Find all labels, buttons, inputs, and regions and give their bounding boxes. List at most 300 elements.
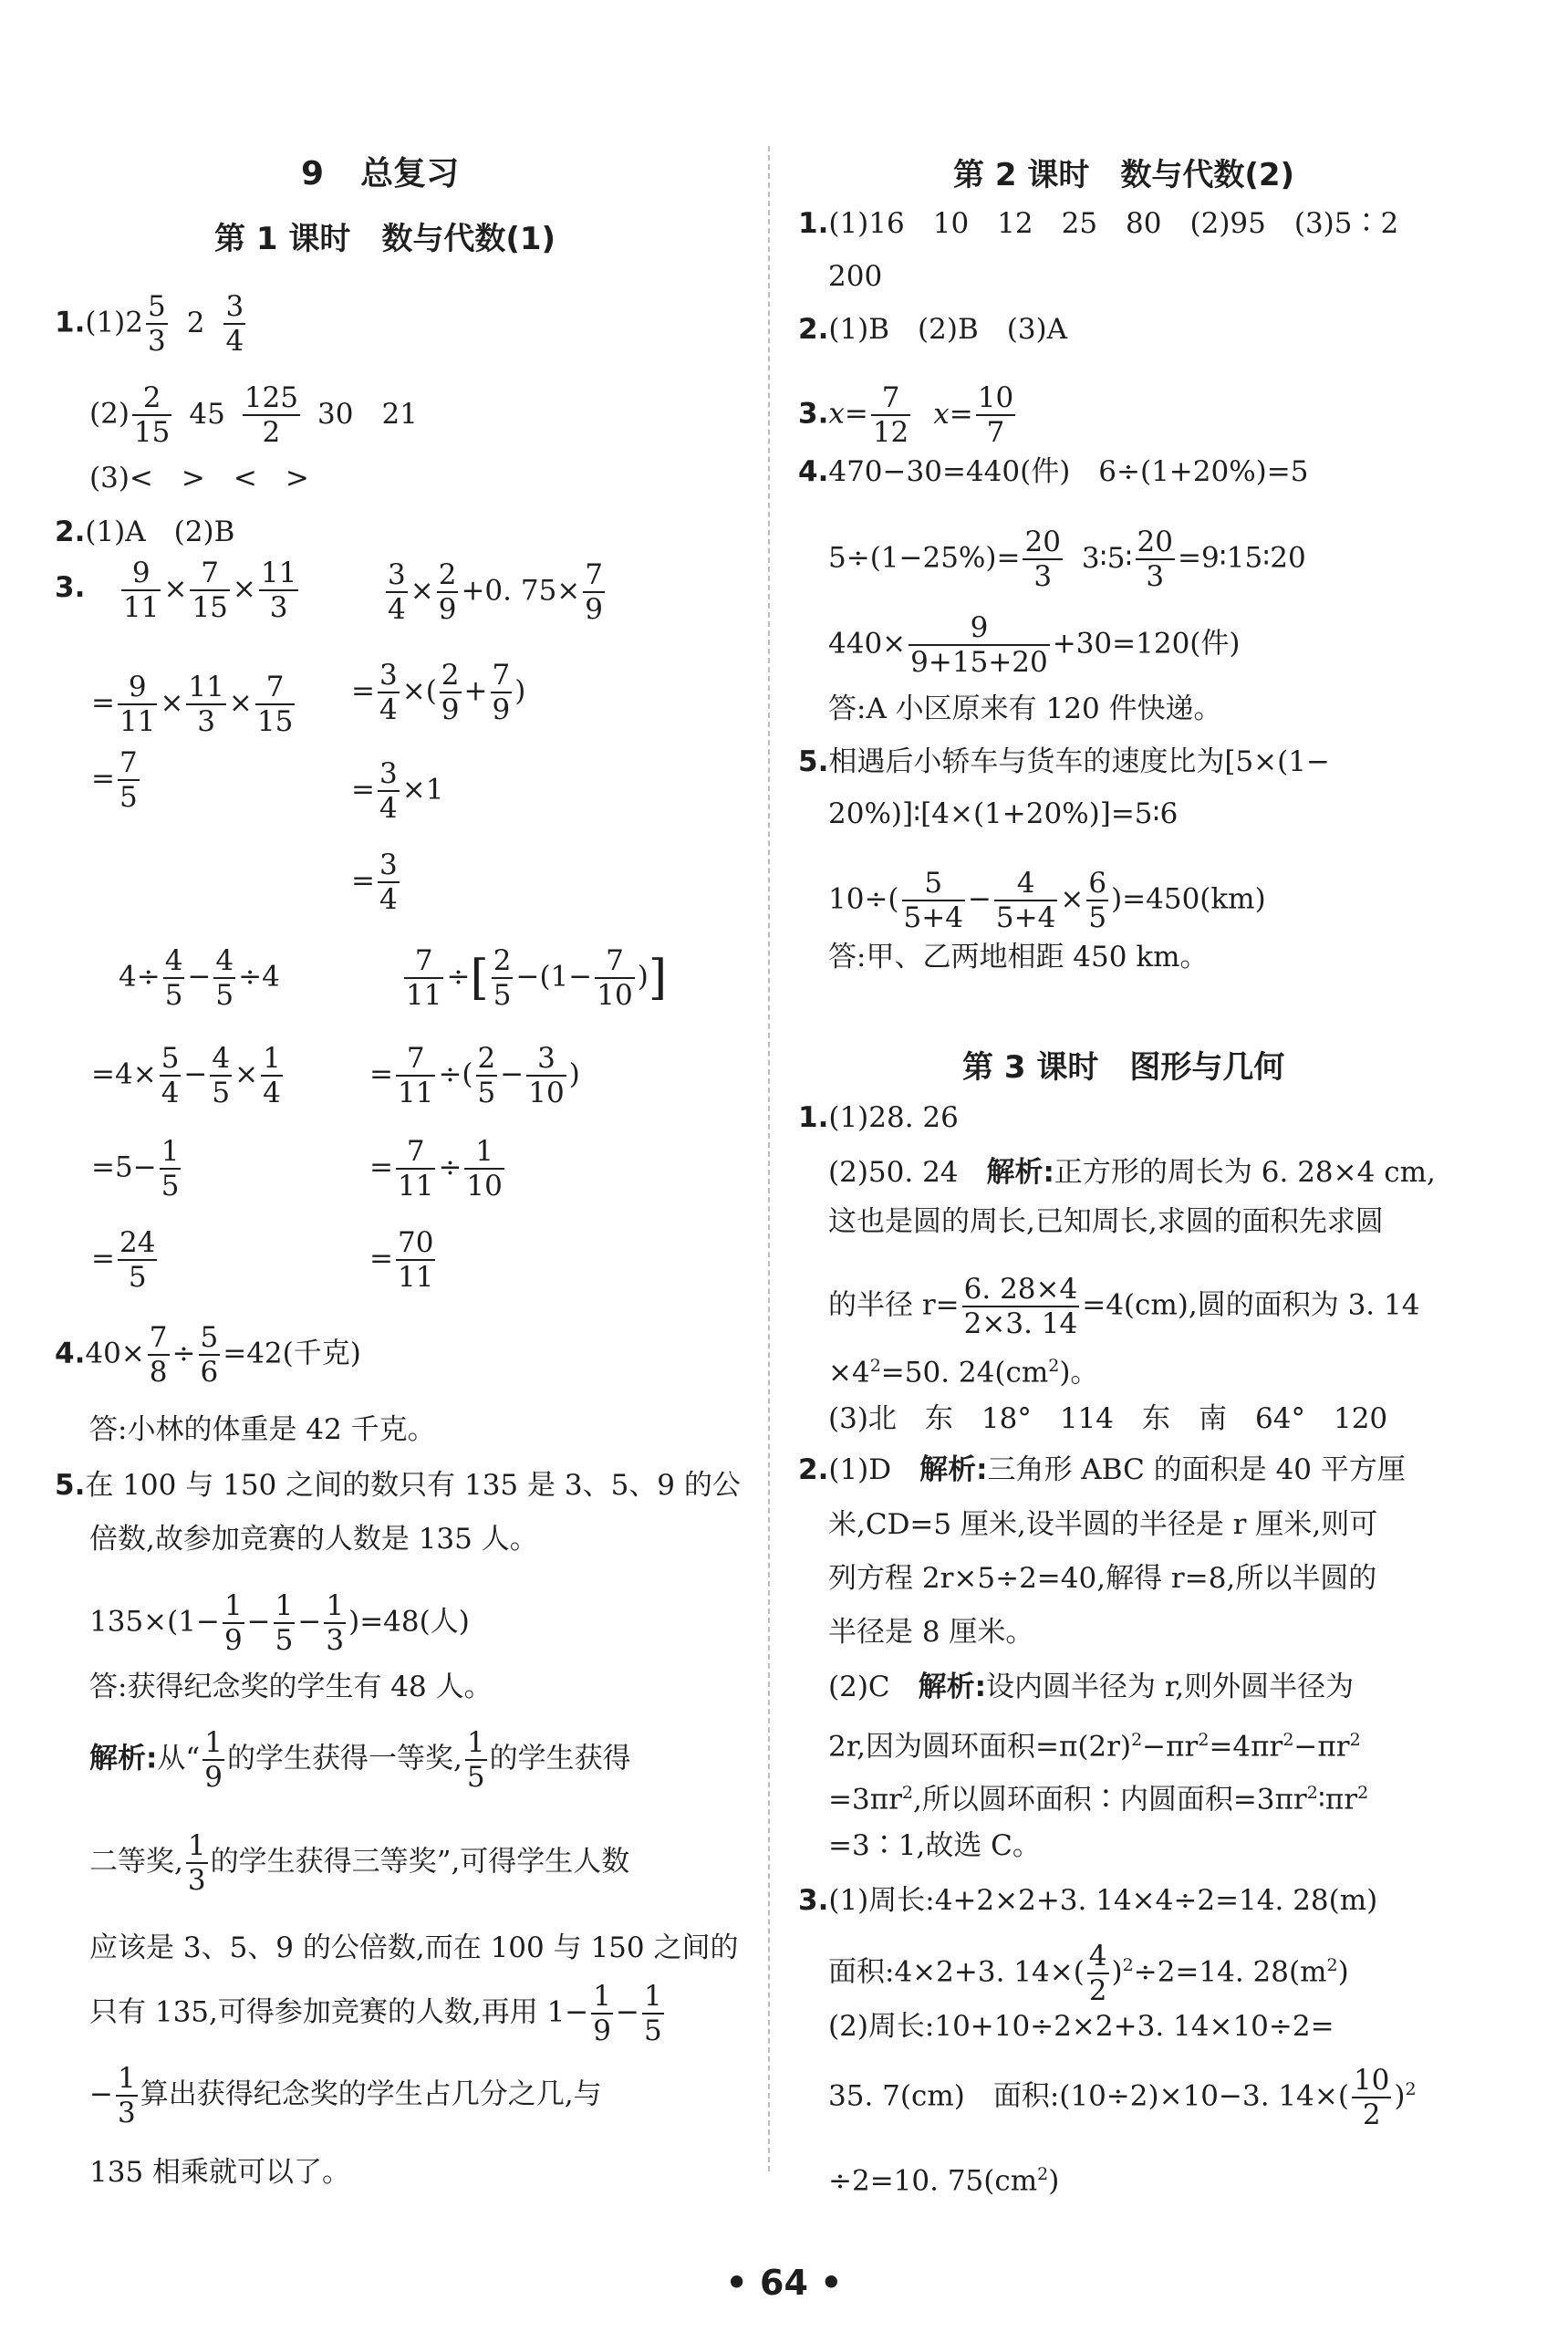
text-segment: 1 <box>593 1980 612 2013</box>
text-segment: ) <box>1337 1955 1349 1989</box>
text-segment: 9 <box>438 593 457 626</box>
text-segment: 4 <box>161 1077 180 1109</box>
fraction <box>261 1042 283 1109</box>
text-segment: 7 <box>585 558 604 591</box>
text-segment: ×( <box>401 674 437 708</box>
text-segment: 9 <box>909 611 1050 646</box>
text-segment: 5 <box>902 867 965 901</box>
l-q5-line1 <box>55 1468 741 1503</box>
text-segment: 算出获得纪念奖的学生占几分之几,与 <box>140 2077 602 2111</box>
text-segment: 10 <box>977 381 1014 414</box>
r-q5-line2: 20%)]∶[4×(1+20%)]=5∶6 <box>828 797 1179 830</box>
r-q2 <box>798 312 1067 347</box>
text-segment: 2 <box>262 416 281 449</box>
text-segment: 6. 28×4 <box>963 1273 1078 1306</box>
r-g1-line5 <box>828 1348 1098 1390</box>
text-segment: 2 <box>1362 2098 1381 2131</box>
fraction <box>396 1042 435 1109</box>
l-q3-a3 <box>91 746 142 814</box>
text-segment: 的学生获得三等奖”,可得学生人数 <box>210 1845 630 1879</box>
fraction <box>199 1321 221 1389</box>
text-segment: = <box>351 773 375 807</box>
r-q3 <box>798 381 1018 449</box>
fraction <box>386 558 408 626</box>
text-segment: (1)2 <box>85 306 143 339</box>
r-q5-line1 <box>798 744 1330 779</box>
text-segment: − <box>616 1995 640 2029</box>
l-q1-line3: (3)< > < > <box>89 462 309 495</box>
text-segment: 2 <box>1306 1783 1318 1803</box>
r-q1-line2: 200 <box>828 260 883 293</box>
text-segment: 3 <box>225 290 244 323</box>
text-segment: 30 21 <box>317 397 418 431</box>
text-segment: 2 <box>869 1356 881 1376</box>
text-segment: 440× <box>828 627 907 661</box>
r-q5-line3 <box>828 867 1266 934</box>
text-segment: 2 <box>1326 1955 1338 1976</box>
r-g2-line2: 米,CD=5 厘米,设半圆的半径是 r 厘米,则可 <box>828 1508 1378 1541</box>
text-segment: 3 <box>379 848 398 881</box>
text-segment: 1 <box>263 1042 281 1075</box>
l-q3-b1 <box>383 558 607 626</box>
text-segment: 解析: <box>918 1671 987 1703</box>
fraction <box>871 381 910 449</box>
text-segment: 1 <box>464 1135 504 1170</box>
fraction <box>396 1226 435 1294</box>
fraction <box>1023 526 1062 593</box>
text-segment: 9+15+20 <box>910 646 1048 679</box>
text-segment: 125 <box>244 381 298 414</box>
text-segment: 2 <box>1357 1783 1369 1803</box>
l-q1-line1 <box>55 290 248 358</box>
text-segment: +0. 75× <box>461 574 581 608</box>
text-segment: =4× <box>91 1057 157 1091</box>
text-segment: ÷ <box>446 960 471 994</box>
fraction <box>186 671 225 738</box>
text-segment: 1 <box>187 1829 206 1862</box>
text-segment: 2×3. 14 <box>963 1307 1078 1340</box>
text-segment: 7 <box>871 381 910 416</box>
text-segment: × <box>232 572 256 606</box>
l-q5-ana4 <box>89 1980 667 2047</box>
text-segment: 5 <box>161 1170 180 1202</box>
text-segment: × <box>228 686 253 720</box>
text-segment: 3. <box>55 571 86 604</box>
text-segment: −πr <box>1142 1730 1199 1764</box>
text-segment: 3 <box>197 705 216 738</box>
fraction <box>465 1726 487 1794</box>
text-segment: (2)C <box>828 1671 919 1703</box>
text-segment: 2 <box>438 558 457 591</box>
text-segment: 5 <box>466 1761 485 1794</box>
text-segment: ×1 <box>401 773 444 807</box>
text-segment: (1)周长:4+2×2+3. 14×4÷2=14. 28(m) <box>828 1884 1378 1917</box>
fraction <box>274 1589 296 1657</box>
text-segment: 4 <box>263 1077 281 1109</box>
text-segment: 2r,因为圆环面积=π(2r) <box>828 1730 1132 1764</box>
text-segment: ,所以圆环面积∶内圆面积=3πr <box>912 1783 1307 1817</box>
text-segment: ÷( <box>438 1057 473 1091</box>
l-q3-b2 <box>351 659 525 726</box>
lesson-1-title: 第 1 课时 数与代数(1) <box>214 221 556 257</box>
text-segment: 11 <box>397 1170 434 1202</box>
r-g2-line4: 半径是 8 厘米。 <box>828 1616 1034 1649</box>
text-segment: =4(cm),圆的面积为 3. 14 <box>1082 1288 1420 1322</box>
text-segment: [ <box>470 951 489 1005</box>
l-q1-line2 <box>89 381 418 449</box>
text-segment: 4 <box>215 944 234 977</box>
text-segment: 70 <box>397 1226 434 1259</box>
l-q5-calc <box>89 1589 470 1657</box>
text-segment: × <box>1060 882 1085 916</box>
text-segment: 1. <box>798 207 829 240</box>
text-segment: 2 <box>1282 1730 1294 1750</box>
text-segment: =5− <box>91 1150 157 1184</box>
text-segment: 2. <box>798 313 829 346</box>
r-g3-line4 <box>828 2064 1417 2131</box>
text-segment: 1 <box>466 1726 485 1759</box>
text-segment: 11 <box>123 591 160 624</box>
text-segment: 正方形的周长为 6. 28×4 cm, <box>1054 1156 1436 1189</box>
text-segment: =50. 24(cm <box>880 1356 1049 1390</box>
fraction <box>259 557 298 624</box>
text-segment: 3∶5∶ <box>1081 541 1133 575</box>
text-segment: ) <box>514 674 526 708</box>
text-segment: 6 <box>1088 867 1107 900</box>
text-segment: 7 <box>119 746 138 779</box>
fraction <box>595 944 634 1012</box>
text-segment: 3 <box>117 2097 136 2129</box>
fraction <box>476 1042 498 1109</box>
fraction <box>255 671 295 738</box>
fraction <box>440 659 462 726</box>
text-segment: 2 <box>1198 1730 1210 1750</box>
r-q4-line1 <box>798 454 1308 489</box>
text-segment: 4 <box>994 867 1057 901</box>
text-segment: 9 <box>492 693 511 726</box>
text-segment: =9∶15∶20 <box>1177 541 1306 575</box>
text-segment: 5. <box>55 1469 86 1502</box>
fraction <box>491 659 513 726</box>
text-segment: 5 <box>148 290 166 323</box>
l-q3-c2 <box>91 1042 286 1109</box>
r-g1-line4 <box>828 1273 1419 1340</box>
r-q1-line1 <box>798 206 1398 241</box>
text-segment: − <box>297 1605 322 1639</box>
text-segment: 2 <box>1122 1955 1134 1976</box>
text-segment: = <box>351 864 375 898</box>
fraction <box>148 1321 170 1389</box>
text-segment: 3. <box>798 397 829 431</box>
fraction <box>437 558 459 626</box>
text-segment: 设内圆半径为 r,则外圆半径为 <box>986 1671 1355 1703</box>
text-segment: 的学生获得一等奖, <box>227 1742 462 1775</box>
text-segment: 5 <box>275 1624 294 1657</box>
r-g1-line6: (3)北 东 18° 114 东 南 64° 120 <box>828 1402 1388 1435</box>
fraction <box>118 671 157 738</box>
text-segment: 3 <box>388 558 406 591</box>
text-segment: 11 <box>406 979 442 1012</box>
text-segment: − <box>246 1605 271 1639</box>
text-segment: 15 <box>192 591 228 624</box>
text-segment: 2. <box>798 1453 829 1486</box>
text-segment: 从“ <box>157 1742 201 1775</box>
text-segment: 24 <box>119 1226 156 1259</box>
text-segment: 9 <box>204 1761 223 1794</box>
text-segment: ) <box>1048 2164 1060 2198</box>
fraction <box>118 1226 157 1294</box>
text-segment: 10 <box>597 979 633 1012</box>
text-segment: ) <box>1394 2079 1406 2113</box>
text-segment: 10 <box>466 1170 503 1202</box>
text-segment: 1 <box>117 2062 136 2095</box>
fraction <box>213 944 235 1012</box>
text-segment: ×4 <box>828 1356 870 1390</box>
text-segment: − <box>89 2077 113 2111</box>
fraction <box>121 557 161 624</box>
text-segment: =3πr <box>828 1783 902 1817</box>
text-segment: 6 <box>200 1356 219 1389</box>
text-segment: 2 <box>1405 2079 1417 2100</box>
text-segment: = <box>91 762 115 796</box>
text-segment: 解析: <box>89 1742 158 1775</box>
text-segment: 4 <box>212 1042 231 1075</box>
text-segment: )。 <box>1059 1356 1099 1390</box>
text-segment: 2. <box>55 515 86 548</box>
fraction <box>223 290 245 358</box>
text-segment: 2 <box>1037 2164 1049 2184</box>
r-g2-line7 <box>828 1775 1368 1817</box>
text-segment: − <box>967 882 992 916</box>
text-segment: 4 <box>388 593 406 626</box>
r-g3-line2 <box>828 1940 1349 2007</box>
text-segment: 7 <box>595 944 634 979</box>
text-segment: 15 <box>133 416 171 449</box>
text-segment: 解析: <box>919 1453 988 1486</box>
text-segment: 11 <box>397 1261 434 1294</box>
fraction <box>160 1042 182 1109</box>
text-segment: 2 <box>477 1042 496 1075</box>
text-segment: ) <box>1111 1955 1123 1989</box>
fraction <box>526 1042 566 1109</box>
l-q5-ana3: 应该是 3、5、9 的公倍数,而在 100 与 150 之间的 <box>89 1931 739 1964</box>
text-segment: 2 <box>186 306 205 339</box>
l-q3-d4 <box>369 1226 438 1294</box>
r-q5-answer: 答:甲、乙两地相距 450 km。 <box>828 941 1209 973</box>
r-g3-line1 <box>798 1883 1377 1918</box>
r-g2-line1 <box>798 1452 1406 1487</box>
text-segment: 2 <box>901 1783 913 1803</box>
lesson-2-title: 第 2 课时 数与代数(2) <box>953 157 1295 193</box>
fraction <box>132 381 171 449</box>
text-segment: 1 <box>275 1589 294 1622</box>
text-segment: 2 <box>493 944 512 977</box>
text-segment: 1 <box>644 1980 662 2013</box>
l-q5-ana1 <box>89 1726 631 1794</box>
text-segment: − <box>183 1057 208 1091</box>
text-segment: 4 <box>164 944 183 977</box>
text-segment: = <box>91 1242 115 1275</box>
text-segment: 二等奖, <box>89 1845 183 1879</box>
text-segment: 三角形 ABC 的面积是 40 平方厘 <box>987 1453 1406 1486</box>
text-segment: = <box>369 1242 393 1275</box>
text-segment: 2 <box>132 381 171 416</box>
fraction <box>223 1589 244 1657</box>
text-segment: 3. <box>798 1884 829 1917</box>
text-segment: ) <box>568 1057 580 1091</box>
fraction <box>583 558 605 626</box>
text-segment: − <box>187 960 212 994</box>
l-q3-number <box>55 570 85 605</box>
text-segment: 9 <box>121 557 161 591</box>
text-segment: ÷4 <box>238 960 280 994</box>
fraction <box>1086 867 1108 934</box>
fraction <box>163 944 185 1012</box>
text-segment: 7 <box>492 659 511 692</box>
fraction <box>243 381 300 449</box>
text-segment: 2 <box>1131 1730 1143 1750</box>
text-segment: 4÷ <box>119 960 161 994</box>
text-segment: )=450(km) <box>1111 882 1266 916</box>
text-segment: 4 <box>379 693 398 726</box>
l-q3-d3 <box>369 1135 507 1202</box>
l-q3-c1 <box>119 944 280 1012</box>
text-segment: 3 <box>379 659 398 692</box>
text-segment: 5 <box>212 1077 231 1109</box>
text-segment: = <box>91 686 115 720</box>
text-segment: 9 <box>223 1624 243 1657</box>
text-segment: 4 <box>379 792 398 825</box>
text-segment: 3 <box>326 1624 345 1657</box>
text-segment: 只有 135,可得参加竞赛的人数,再用 1− <box>89 1995 589 2029</box>
text-segment: ) <box>637 960 649 994</box>
text-segment: ÷ <box>171 1337 196 1370</box>
fraction <box>116 2062 138 2129</box>
text-segment: 9 <box>593 2014 612 2047</box>
fraction <box>190 557 229 624</box>
fraction <box>1352 2064 1391 2131</box>
fraction <box>994 867 1057 934</box>
r-g2-line6 <box>828 1723 1361 1764</box>
text-segment: 4 <box>225 325 244 358</box>
r-g3-line3: (2)周长:10+10÷2×2+3. 14×10÷2= <box>828 2010 1334 2043</box>
text-segment: 3 <box>526 1042 566 1077</box>
text-segment: 1 <box>326 1589 345 1622</box>
text-segment: × <box>163 572 188 606</box>
page-number: • 64 • <box>725 2263 843 2303</box>
r-q4-answer: 答:A 小区原来有 120 件快递。 <box>828 692 1222 725</box>
text-segment: 5 <box>1088 901 1107 934</box>
text-segment: 8 <box>149 1356 168 1389</box>
text-segment: 2 <box>1349 1730 1361 1750</box>
fraction <box>378 659 400 726</box>
fraction <box>591 1980 613 2047</box>
fraction <box>202 1726 224 1794</box>
text-segment: = <box>369 1057 393 1091</box>
text-segment: 5 <box>119 781 138 814</box>
text-segment: 解析: <box>986 1156 1054 1189</box>
text-segment: 7 <box>396 1042 435 1077</box>
fraction <box>146 290 168 358</box>
column-divider <box>768 146 770 2171</box>
text-segment: 9 <box>118 671 157 705</box>
l-q5-answer: 答:获得纪念奖的学生有 48 人。 <box>89 1671 493 1703</box>
text-segment: 7 <box>149 1321 168 1354</box>
text-segment: 5 <box>200 1321 219 1354</box>
text-segment: =42(千克) <box>223 1337 361 1370</box>
l-q5-ana2 <box>89 1829 629 1897</box>
text-segment: 3 <box>187 1864 206 1897</box>
text-segment: x= <box>933 397 973 431</box>
l-q3-b4 <box>351 848 402 916</box>
l-q3-a1 <box>119 557 301 624</box>
l-q5-ana5 <box>89 2062 602 2129</box>
text-segment: 1 <box>161 1135 180 1168</box>
text-segment: (1)B (2)B (3)A <box>828 313 1068 346</box>
fraction <box>118 746 140 814</box>
text-segment: 12 <box>872 416 909 449</box>
fraction <box>160 1135 182 1202</box>
l-q2 <box>55 515 234 549</box>
l-q3-b3 <box>351 757 443 825</box>
r-g2-line8: =3∶1,故选 C。 <box>828 1829 1041 1862</box>
text-segment: × <box>410 574 434 608</box>
r-g1-line3: 这也是圆的周长,已知周长,求圆的面积先求圆 <box>828 1205 1384 1238</box>
l-q3-c4 <box>91 1226 160 1294</box>
text-segment: 5 <box>164 979 183 1012</box>
l-q4-answer: 答:小林的体重是 42 千克。 <box>89 1413 436 1446</box>
text-segment: 3 <box>379 757 398 790</box>
text-segment: )=48(人) <box>348 1605 470 1639</box>
text-segment: 15 <box>256 705 294 738</box>
text-segment: 3 <box>1146 560 1165 593</box>
text-segment: 40× <box>85 1337 145 1370</box>
fraction <box>962 1273 1080 1340</box>
text-segment: 3 <box>148 325 166 358</box>
r-g2-line5 <box>828 1670 1354 1704</box>
text-segment: (1)28. 26 <box>828 1101 959 1134</box>
text-segment: 20 <box>1137 526 1173 558</box>
chapter-title: 总复习 <box>360 155 460 193</box>
text-segment: 11 <box>188 671 224 703</box>
text-segment: 5 <box>644 2014 662 2047</box>
text-segment: 9 <box>585 593 604 626</box>
fraction <box>492 944 514 1012</box>
text-segment: 4 <box>379 883 398 916</box>
text-segment: −πr <box>1293 1730 1350 1764</box>
text-segment: (1)A (2)B <box>85 515 235 548</box>
text-segment: 10 <box>1353 2064 1390 2097</box>
text-segment: 20 <box>1024 526 1061 558</box>
text-segment: 5 <box>161 1042 180 1075</box>
r-g2-line3: 列方程 2r×5÷2=40,解得 r=8,所以半圆的 <box>828 1562 1377 1595</box>
text-segment: 45 <box>189 397 225 431</box>
text-segment: 4 <box>1088 1940 1107 1973</box>
text-segment: × <box>234 1057 259 1091</box>
text-segment: 2 <box>1048 1356 1060 1376</box>
text-segment: 在 100 与 150 之间的数只有 135 是 3、5、9 的公 <box>85 1469 741 1502</box>
fraction <box>976 381 1015 449</box>
text-segment: 35. 7(cm) 面积:(10÷2)×10−3. 14×( <box>828 2079 1349 2113</box>
question-number: 1. <box>55 306 86 339</box>
text-segment: 5÷(1−25%)= <box>828 541 1021 575</box>
text-segment: + <box>463 674 488 708</box>
fraction <box>1136 526 1175 593</box>
text-segment: 1 <box>204 1726 223 1759</box>
l-q3-a2 <box>91 671 297 738</box>
text-segment: +30=120(件) <box>1052 627 1241 661</box>
text-segment: 7 <box>255 671 295 705</box>
